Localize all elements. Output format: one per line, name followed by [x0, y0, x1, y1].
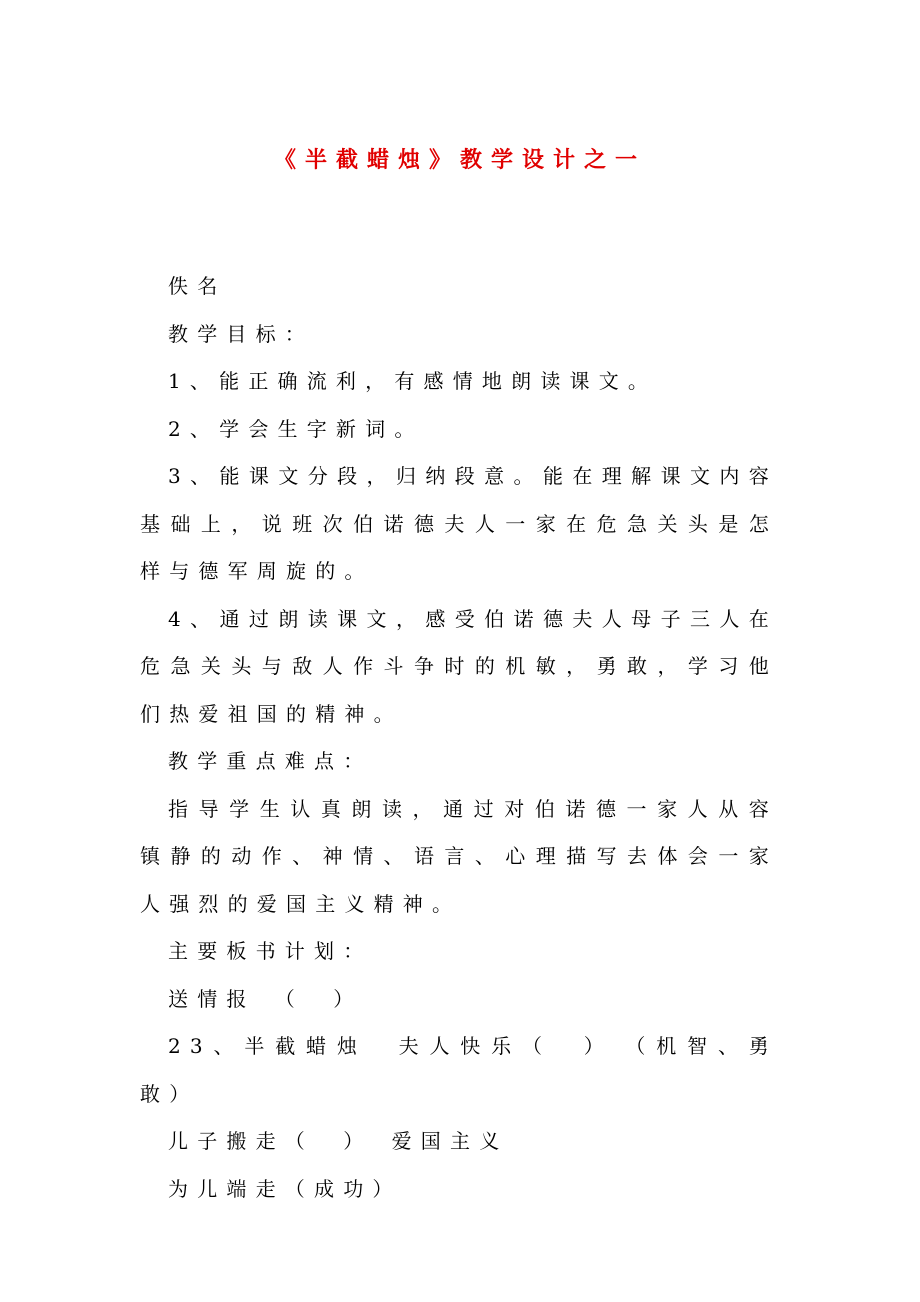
paragraph: 主要板书计划： — [168, 939, 373, 963]
document-body — [140, 263, 778, 1213]
paragraph: 教学目标： — [168, 321, 314, 346]
paragraph: 2、学会生字新词。 — [168, 416, 424, 441]
paragraph: 为儿端走（成功） — [168, 1176, 402, 1201]
paragraph: 1、能正确流利，有感情地朗读课文。 — [168, 369, 658, 393]
paragraph: 3、能课文分段，归纳段意。能在理解课文内容基础上，说班次伯诺德夫人一家在危急关头是怎样与德军周旋的。 — [140, 464, 778, 583]
paragraph: 指导学生认真朗读，通过对伯诺德一家人从容镇静的动作、神情、语言、心理描写去体会一家人强烈的爱国主义精神。 — [140, 796, 778, 916]
document-title: 《半截蜡烛》教学设计之一 — [273, 147, 646, 173]
paragraph: 4、通过朗读课文，感受伯诺德夫人母子三人在危急关头与敌人作斗争时的机敏，勇敢，学习他们热爱祖国的精神。 — [140, 606, 778, 726]
paragraph: 23、半截蜡烛 夫人快乐（ ） （机智、勇敢） — [140, 1034, 778, 1106]
paragraph: 教学重点难点： — [168, 749, 373, 773]
author-line: 佚名 — [168, 274, 227, 298]
paragraph: 儿子搬走（ ） 爱国主义 — [168, 1129, 509, 1153]
paragraph: 送情报 （ ） — [168, 986, 363, 1011]
